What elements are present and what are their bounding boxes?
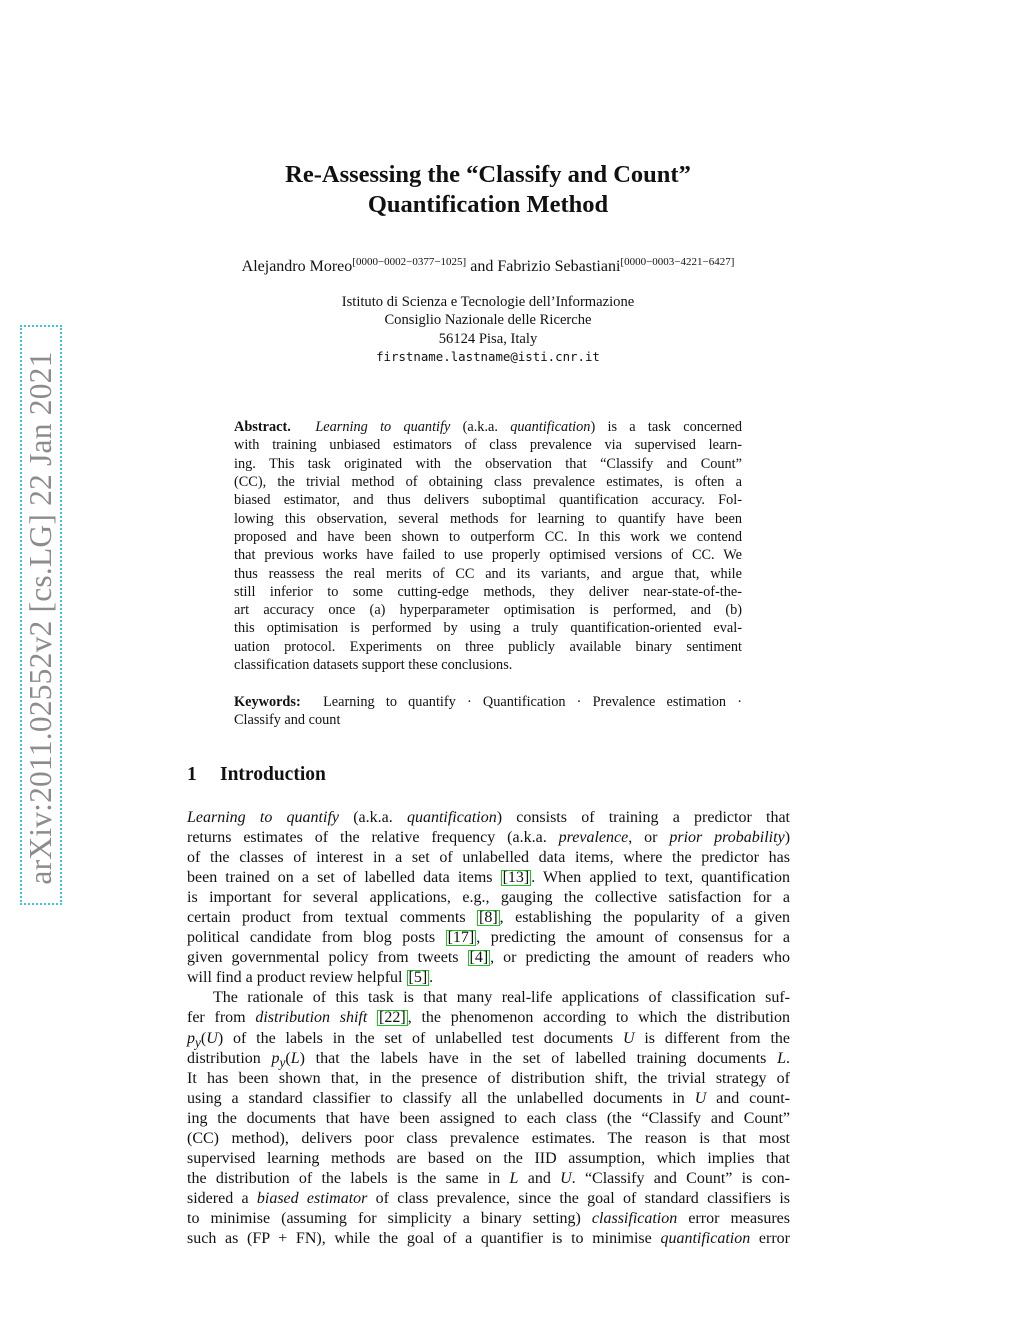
section-heading bbox=[187, 764, 326, 786]
body-line: distribution $p_y(L)$ that the labels have in the set of labelled training documents L. bbox=[187, 1049, 790, 1070]
citation-link[interactable]: [5] bbox=[408, 969, 428, 987]
abstract-line: this optimisation is performed by using a truly quantification-oriented eval- bbox=[234, 620, 742, 637]
abstract-em: quantification bbox=[510, 419, 591, 435]
body-line: the distribution of the labels is the same in L and U. “Classify and Count” is con- bbox=[187, 1169, 791, 1187]
body-line: fer from distribution shift [22] , the phenomenon according to which the distribution bbox=[187, 1009, 790, 1027]
abstract-label: Abstract. bbox=[234, 419, 291, 435]
body-line: returns estimates of the relative frequency (a.k.a. prevalence, or prior probability) bbox=[187, 829, 791, 847]
abstract-em: Learning to quantify bbox=[315, 419, 451, 435]
title-line-1: Re-Assessing the “Classify and Count” bbox=[285, 161, 691, 188]
abstract bbox=[234, 418, 742, 674]
section-title: Introduction bbox=[220, 764, 326, 785]
keywords-text: Learning to quantify · Quantification · Prevalence estimation · bbox=[323, 694, 742, 710]
abstract-line: uation protocol. Experiments on three publicly available binary sentiment bbox=[234, 638, 742, 655]
keywords-line bbox=[234, 693, 742, 711]
orcid-2[interactable]: [0000−0003−4221−6427] bbox=[620, 256, 735, 268]
abstract-line: (CC), the trivial method of obtaining class prevalence estimates, is often a bbox=[234, 473, 742, 490]
abstract-line: proposed and have been shown to outperform CC. In this work we contend bbox=[234, 528, 742, 545]
body-line: given governmental policy from tweets [4] , or predicting the amount of readers who bbox=[187, 949, 791, 967]
citation-link[interactable]: [8] bbox=[479, 909, 498, 927]
abstract-text: ) is a task concerned bbox=[590, 419, 742, 435]
arxiv-stamp[interactable]: arXiv:2011.02552v2 [cs.LG] 22 Jan 2021 bbox=[23, 351, 58, 885]
body-line: using a standard classifier to classify all the unlabelled documents in U and count- bbox=[187, 1089, 790, 1107]
keywords-line: Classify and count bbox=[234, 712, 341, 729]
citation-link[interactable]: [4] bbox=[469, 949, 489, 967]
affiliation-line: Consiglio Nazionale delle Ricerche bbox=[384, 312, 592, 329]
abstract-line: still inferior to some cutting-edge methods, they deliver near-state-of-the- bbox=[234, 583, 742, 600]
abstract-line: classification datasets support these conclusions. bbox=[234, 657, 513, 674]
authors bbox=[150, 256, 826, 276]
keywords-label: Keywords: bbox=[234, 694, 301, 710]
abstract-line: art accuracy once (a) hyperparameter optimisation is performed, and (b) bbox=[234, 602, 742, 619]
authors-and: and bbox=[470, 258, 494, 275]
section-number: 1 bbox=[187, 764, 197, 785]
body-line: certain product from textual comments [8] , establishing the popularity of a given bbox=[187, 909, 790, 927]
orcid-1[interactable]: [0000−0002−0377−1025] bbox=[352, 256, 467, 268]
body-line: of the classes of interest in a set of unlabelled data items, where the predictor has bbox=[187, 849, 790, 867]
body-line: sidered a biased estimator of class prevalence, since the goal of standard classifiers is bbox=[187, 1189, 791, 1207]
abstract-line: thus reassess the real merits of CC and its variants, and argue that, while bbox=[234, 565, 742, 582]
body-line: to minimise (assuming for simplicity a binary setting) classification error measures bbox=[187, 1209, 790, 1227]
abstract-line: that previous works have failed to use properly optimised versions of CC. We bbox=[234, 547, 742, 564]
abstract-line: biased estimator, and thus delivers suboptimal quantification accuracy. Fol- bbox=[234, 492, 742, 509]
keywords bbox=[234, 693, 742, 730]
title-line-2: Quantification Method bbox=[367, 191, 609, 218]
body-line: Learning to quantify (a.k.a. quantification) consists of training a predictor that bbox=[187, 809, 790, 826]
email[interactable]: firstname.lastname@isti.cnr.it bbox=[376, 348, 600, 364]
affiliation-line: Istituto di Scienza e Tecnologie dell’Informazione bbox=[341, 294, 635, 310]
abstract-text: (a.k.a. bbox=[450, 419, 511, 435]
body-line: such as (FP + FN), while the goal of a quantifier is to minimise quantification error bbox=[187, 1229, 790, 1247]
body-line: supervised learning methods are based on the IID assumption, which implies that bbox=[187, 1149, 790, 1167]
abstract-line: lowing this observation, several methods for learning to quantify have been bbox=[234, 510, 742, 527]
body-line: been trained on a set of labelled data items [13] . When applied to text, quantification bbox=[187, 869, 791, 887]
author-1: Alejandro Moreo bbox=[241, 258, 353, 275]
body-line: (CC) method), delivers poor class prevalence estimates. The reason is that most bbox=[187, 1129, 790, 1147]
body-line: The rationale of this task is that many real-life applications of classification suf- bbox=[213, 989, 790, 1007]
body-line: is important for several applications, e.g., gauging the collective satisfaction for a bbox=[187, 889, 790, 907]
affiliation bbox=[240, 293, 736, 366]
author-2: Fabrizio Sebastiani bbox=[497, 258, 621, 275]
body-line: $p_y(U)$ of the labels in the set of unlabelled test documents U is different from the bbox=[187, 1029, 791, 1050]
body-line: political candidate from blog posts [17] , predicting the amount of consensus for a bbox=[187, 929, 791, 947]
abstract-line: with training unbiased estimators of class prevalence via supervised learn- bbox=[234, 437, 742, 454]
citation-link[interactable]: [22] bbox=[379, 1009, 406, 1027]
body-line: will find a product review helpful [5] . bbox=[187, 969, 434, 987]
abstract-line bbox=[234, 418, 742, 436]
paper-title bbox=[180, 160, 796, 220]
body-line: It has been shown that, in the presence of distribution shift, the trivial strategy of bbox=[187, 1069, 790, 1087]
affiliation-line: 56124 Pisa, Italy bbox=[438, 330, 538, 347]
abstract-line: ing. This task originated with the observation that “Classify and Count” bbox=[234, 455, 742, 472]
citation-link[interactable]: [13] bbox=[502, 869, 530, 887]
body-line: ing the documents that have been assigned to each class (the “Classify and Count” bbox=[187, 1109, 790, 1127]
citation-link[interactable]: [17] bbox=[447, 929, 475, 947]
intro-body bbox=[187, 808, 790, 1249]
